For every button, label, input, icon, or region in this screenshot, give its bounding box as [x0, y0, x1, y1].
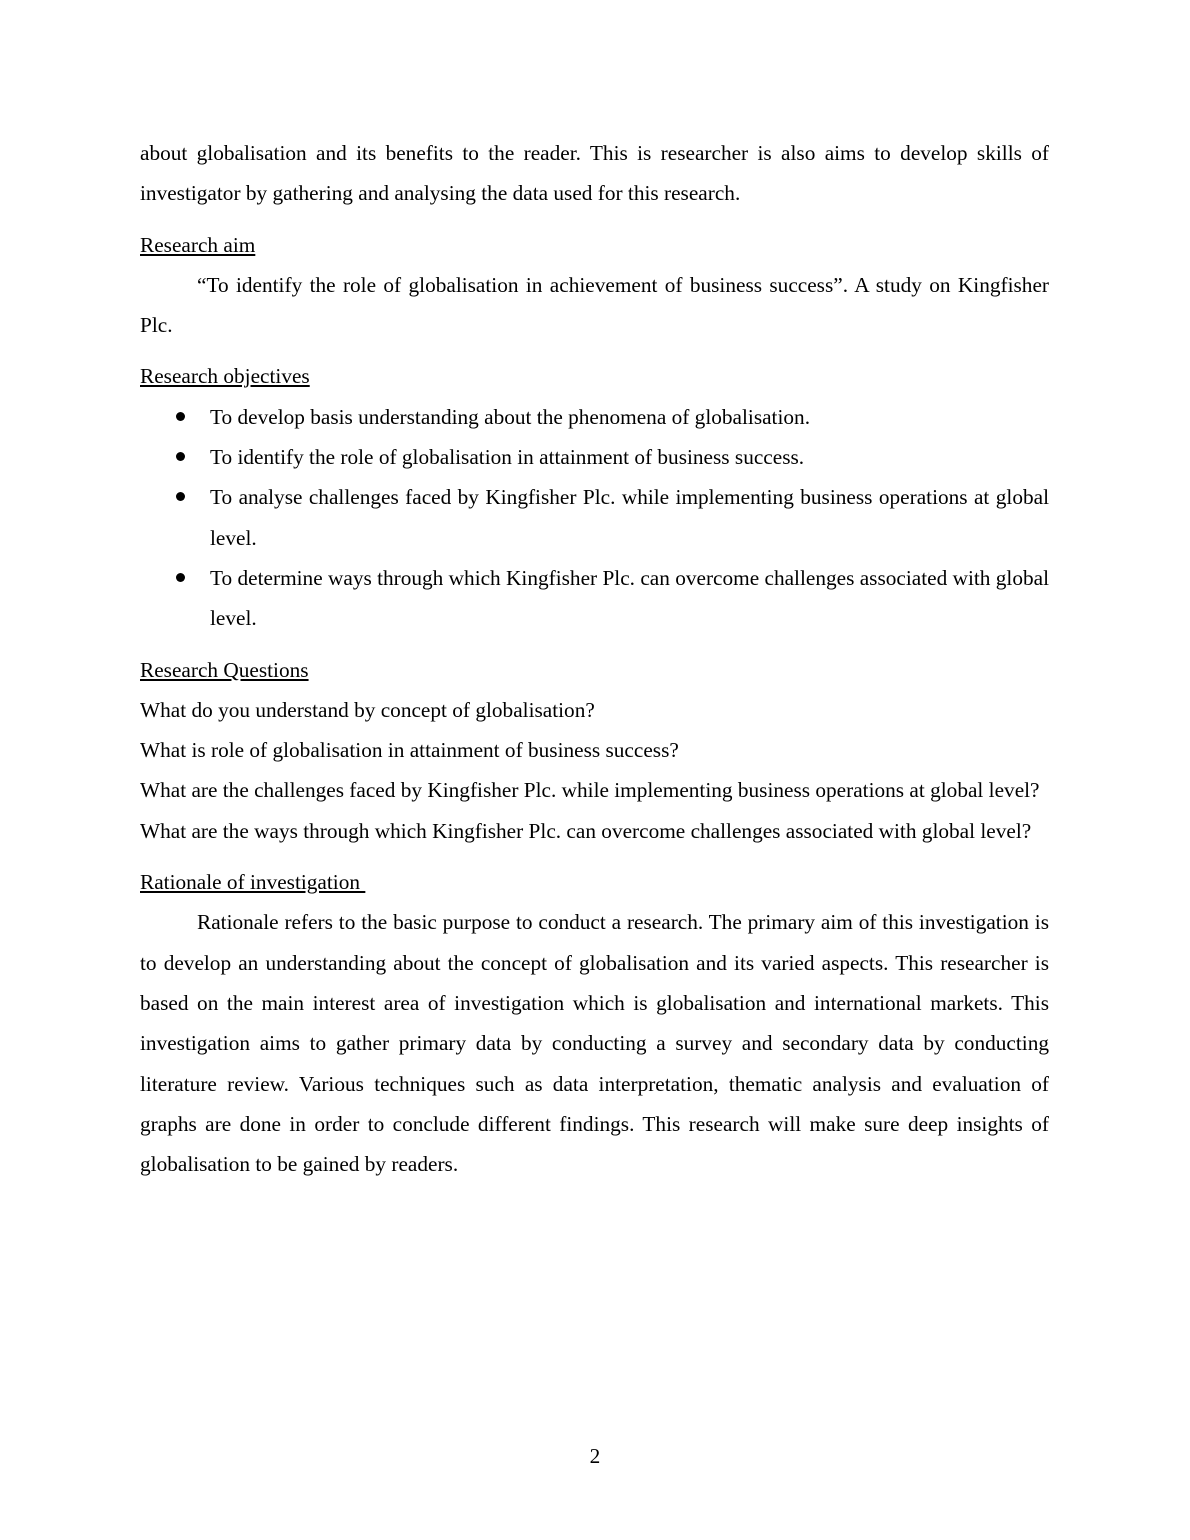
- research-objectives-heading: Research objectives: [140, 364, 310, 389]
- research-aim-text: “To identify the role of globalisation in achievement of business success”. A study on Kingfisher Plc.: [140, 272, 1049, 338]
- objective-text: To determine ways through which Kingfisher Plc. can overcome challenges associated with global level.: [210, 565, 1049, 631]
- bullet-icon: [176, 492, 185, 501]
- rationale-text: Rationale refers to the basic purpose to conduct a research. The primary aim of this investigation is to develop an understanding about the concept of globalisation and its varied aspects. This researcher is based on the main interest area of investigation which is globalisation and international markets. This investigation aims to gather primary data by conducting a survey and secondary data by conducting literature review. Various techniques such as data interpretation, thematic analysis and evaluation of graphs are done in order to conclude different findings. This research will make sure deep insights of globalisation to be gained by readers.: [140, 910, 1049, 1177]
- research-questions-heading: Research Questions: [140, 657, 309, 682]
- question-item: What do you understand by concept of globalisation?: [140, 697, 595, 722]
- bullet-icon: [176, 452, 185, 461]
- objective-item: [140, 397, 1049, 437]
- research-aim-heading: Research aim: [140, 232, 256, 257]
- objective-text: To develop basis understanding about the phenomena of globalisation.: [210, 404, 811, 429]
- document-body: [140, 133, 1049, 1184]
- question-item: What are the ways through which Kingfisher Plc. can overcome challenges associated with global level?: [140, 818, 1032, 843]
- objective-text: To analyse challenges faced by Kingfisher Plc. while implementing business operations at global level.: [210, 485, 1049, 550]
- objective-item: [140, 477, 1049, 558]
- objective-item: [140, 558, 1049, 639]
- objective-item: [140, 437, 1049, 477]
- intro-paragraph: about globalisation and its benefits to the reader. This is researcher is also aims to develop skills of investigator by gathering and analysing the data used for this research.: [140, 141, 1049, 206]
- bullet-icon: [176, 412, 185, 421]
- research-objectives-list: [140, 397, 1049, 639]
- question-item: What are the challenges faced by Kingfisher Plc. while implementing business operations at global level?: [140, 778, 1040, 803]
- page-number: 2: [589, 1444, 601, 1468]
- question-item: What is role of globalisation in attainment of business success?: [140, 738, 679, 763]
- objective-text: To identify the role of globalisation in attainment of business success.: [210, 445, 805, 470]
- bullet-icon: [176, 573, 185, 582]
- rationale-heading: Rationale of investigation: [140, 870, 366, 895]
